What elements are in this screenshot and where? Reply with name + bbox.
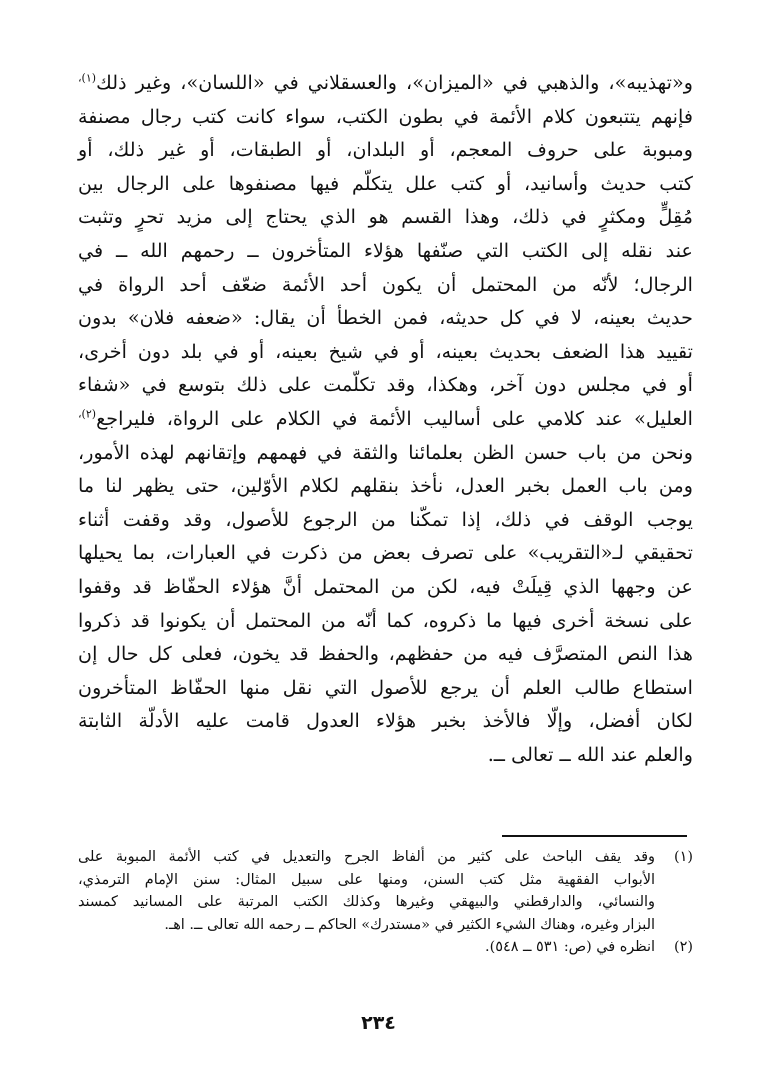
text-line: كتب حديث وأسانيد، أو كتب علل يتكلّم فيها مصنفوها على الرجال بين (78, 171, 693, 195)
text-line: تقييد هذا الضعف بحديث بعينه، أو في شيخ بعينه، أو في بلد دون أخرى، (78, 339, 693, 363)
page-number: ٢٣٤ (361, 1012, 396, 1034)
text-line: يوجب الوقف في ذلك، إذا تمكّنا من الرجوع للأصول، وقد وقفت أثناء (78, 507, 693, 531)
text-line: لكان أفضل، وإلّا فالأخذ بخبر هؤلاء العدول قامت عليه الأدلّة الثابتة (78, 709, 693, 733)
text-line: تحقيقي لـ«التقريب» على تصرف بعض من ذكرت في العبارات، بما يحيلها (78, 541, 693, 565)
text-line: ومن باب العمل بخبر العدل، نأخذ بنقلهم لكلام الأوّلين، حتى يظهر لنا ما (78, 474, 693, 498)
text-line: استطاع طالب العلم أن يرجع للأصول التي نقل منها الحفّاظ المتأخرون (78, 675, 693, 699)
text-line: هذا النص المتصرَّف فيه من حفظهم، والحفظ قد يخون، فعلى كل حال إن (78, 642, 693, 666)
footnote-2 (78, 936, 693, 959)
footnotes (78, 846, 693, 959)
text-line: عند نقله إلى الكتب التي صنّفها هؤلاء المتأخرون ــ رحمهم الله ــ في (78, 238, 693, 262)
footnote-number: (٢) (674, 939, 693, 955)
text-line (78, 402, 693, 436)
footnote-number: (١) (674, 849, 693, 865)
text-line-content: و«تهذيبه»، والذهبي في «الميزان»، والعسقلاني في «اللسان»، وغير ذلك (96, 71, 693, 94)
footnote-line: البزار وغيره، وهناك الشيء الكثير في «مستدرك» الحاكم ــ رحمه الله تعالى ــ. اهـ. (164, 916, 655, 933)
footnote-line: والنسائي، والدارقطني والبيهقي وغيرها وكذلك الكتب المرتبة على المسانيد كمسند (78, 894, 655, 910)
footnote-line: الأبواب الفقهية مثل كتب السنن، ومنها على سبيل المثال: سنن الإمام الترمذي، (78, 871, 655, 888)
footnote-marker-1: (١)، (78, 71, 97, 85)
text-line-content: العليل» عند كلامي على أساليب الأئمة في الكلام على الرواة، فليراجع (96, 406, 693, 430)
text-line: على نسخة أخرى فيها ما ذكروه، كما أنّه من المحتمل أن يكونوا قد ذكروا (78, 608, 693, 632)
text-line: والعلم عند الله ــ تعالى ــ. (487, 742, 693, 766)
main-text (78, 66, 693, 771)
footnote-marker-2: (٢)، (78, 407, 97, 421)
text-line: الرجال؛ لأنّه من المحتمل أن يكون أحد الأئمة ضعّف أحد الرواة في (78, 272, 693, 296)
text-line (78, 66, 693, 100)
footnote-line: انظره في (ص: ٥٣١ ــ ٥٤٨). (485, 939, 655, 955)
text-line: ومبوبة على حروف المعجم، أو البلدان، أو الطبقات، أو غير ذلك، أو (78, 138, 693, 162)
text-line: حديث بعينه، لا في كل حديثه، فمن الخطأ أن يقال: «ضعفه فلان» بدون (78, 306, 693, 330)
text-line: عن وجهها الذي قِيلَتْ فيه، لكن من المحتمل أنَّ هؤلاء الحفّاظ قد وقفوا (78, 574, 693, 598)
text-line: أو في مجلس دون آخر، وهكذا، وقد تكلّمت على ذلك بتوسع في «شفاء (78, 373, 693, 397)
text-line: مُقِلٍّ ومكثرٍ في ذلك، وهذا القسم هو الذي يحتاج إلى مزيد تحرٍ وتثبت (78, 205, 693, 229)
text-line: ونحن من باب حسن الظن بعلمائنا والثقة في فهمهم وإتقانهم لهذه الأمور، (78, 440, 693, 464)
footnote-1 (78, 846, 693, 936)
text-line: فإنهم يتتبعون كلام الأئمة في بطون الكتب، سواء كانت كتب رجال مصنفة (78, 104, 693, 128)
footnote-line: وقد يقف الباحث على كثير من ألفاظ الجرح والتعديل في كتب الأئمة المبوبة على (78, 849, 655, 865)
footnote-separator (502, 835, 687, 837)
